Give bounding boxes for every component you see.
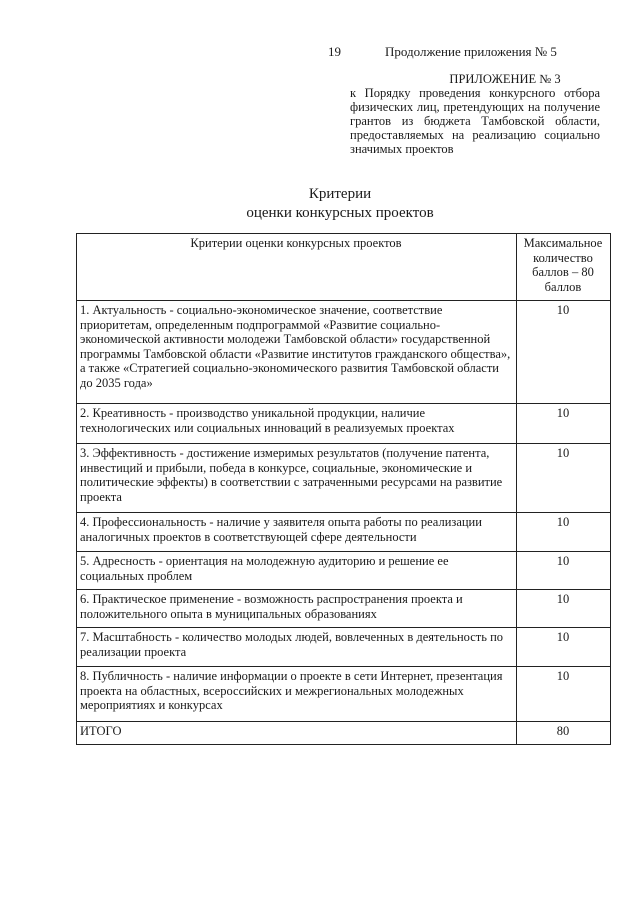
criterion-cell: 6. Практическое применение - возможность распространения проекта и положительного опыта в муниципальных образованиях [77,590,517,628]
appendix-block [350,72,600,156]
criterion-cell: 5. Адресность - ориентация на молодежную аудиторию и решение ее социальных проблем [77,552,517,590]
table-total-row [77,722,611,745]
appendix-text: к Порядку проведения конкурсного отбора физических лиц, претендующих на получение грантов из бюджета Тамбовской области, предоставляемых на реализацию социально значимых проектов [350,86,600,156]
points-cell: 10 [517,552,611,590]
page-number: 19 [328,44,341,59]
appendix-title: ПРИЛОЖЕНИЕ № 3 [449,72,561,86]
criterion-cell: 8. Публичность - наличие информации о проекте в сети Интернет, презентация проекта на областных, всероссийских и межрегиональных молодежных мероприятиях и конкурсах [77,667,517,722]
total-label-cell: ИТОГО [77,722,517,745]
column-header-criterion: Критерии оценки конкурсных проектов [77,234,517,301]
points-cell: 10 [517,444,611,513]
table-row [77,628,611,667]
criterion-cell: 4. Профессиональность - наличие у заявителя опыта работы по реализации аналогичных проектов в соответствующей сфере деятельности [77,513,517,552]
criteria-table [76,233,611,745]
points-cell: 10 [517,404,611,444]
criterion-cell: 1. Актуальность - социально-экономическое значение, соответствие приоритетам, определенным подпрограммой «Развитие социально-экономической активности молодежи Тамбовской области» государственной программы Тамбовской области «Развитие институтов гражданского общества», а также «Стратегией социально-экономического развития Тамбовской области до 2035 года» [77,301,517,404]
table-row [77,552,611,590]
table-header-row [77,234,611,301]
points-cell: 10 [517,513,611,552]
criterion-cell: 2. Креативность - производство уникальной продукции, наличие технологических или социальных инноваций в реализуемых проектах [77,404,517,444]
column-header-points: Максимальное количество баллов – 80 баллов [517,234,611,301]
points-cell: 10 [517,667,611,722]
points-cell: 10 [517,590,611,628]
table-row [77,590,611,628]
points-cell: 10 [517,301,611,404]
criterion-cell: 7. Масштабность - количество молодых людей, вовлеченных в деятельность по реализации проекта [77,628,517,667]
criterion-cell: 3. Эффективность - достижение измеримых результатов (получение патента, инвестиций и прибыли, победа в конкурсе, социальные, экономические и политические эффекты) в соответствии с затраченными ресурсами на развитие проекта [77,444,517,513]
document-subtitle: оценки конкурсных проектов [246,205,434,221]
total-points-cell: 80 [517,722,611,745]
table-row [77,444,611,513]
table-row [77,404,611,444]
document-title: Критерии [308,186,372,202]
points-cell: 10 [517,628,611,667]
table-row [77,301,611,404]
table-row [77,667,611,722]
table-row [77,513,611,552]
continuation-note: Продолжение приложения № 5 [385,44,557,59]
